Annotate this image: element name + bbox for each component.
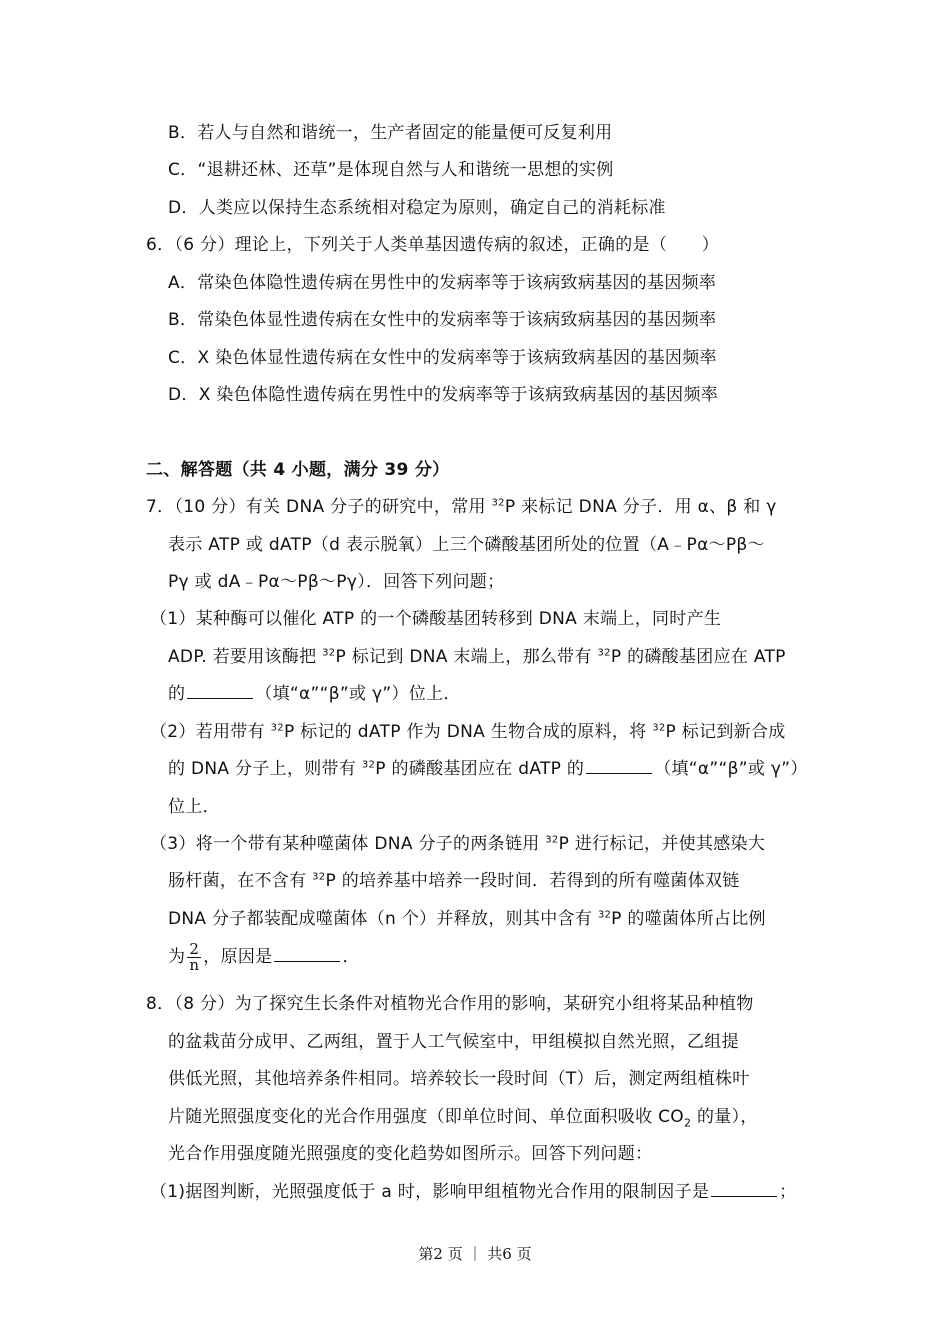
q7-part1-line-3: 的 （填“α”“β”或 γ”）位上． [168, 684, 461, 704]
q8-line-3: 供低光照，其他培养条件相同。培养较长一段时间（T）后，测定两组植株叶 [168, 1069, 750, 1089]
answer-blank [711, 1180, 777, 1197]
q8-line-4: 片随光照强度变化的光合作用强度（即单位时间、单位面积吸收 $CO_2$ 的量）， [168, 1107, 758, 1130]
answer-blank [586, 757, 652, 774]
page-footer: 第2 页 ｜ 共6 页 [418, 1245, 532, 1263]
q8-line-2: 的盆栽苗分成甲、乙两组，置于人工气候室中，甲组模拟自然光照，乙组提 [168, 1032, 739, 1052]
q5-option-b: B．若人与自然和谐统一，生产者固定的能量便可反复利用 [168, 123, 613, 143]
q6-option-d: D．X 染色体隐性遗传病在男性中的发病率等于该病致病基因的基因频率 [168, 385, 719, 405]
q7-line-3: Pγ 或 dA﹣Pα～Pβ～Pγ）．回答下列问题； [168, 572, 505, 592]
q7-part3-line-1: （3）将一个带有某种噬菌体 DNA 分子的两条链用 $^{32}$P 进行标记，并使其感染大 [150, 834, 766, 854]
q7-part3-line-4: 为 $\frac{2}{n}$ ，原因是 ． [168, 939, 360, 974]
q7-part2-line-1: （2）若用带有 $^{32}$P 标记的 dATP 作为 DNA 生物合成的原料，将 $^{32}$P 标记到新合成 [150, 722, 786, 742]
q6-option-c: C．X 染色体显性遗传病在女性中的发病率等于该病致病基因的基因频率 [168, 348, 717, 368]
answer-blank [274, 945, 340, 962]
q7-part2-line-2: 的 DNA 分子上，则带有 $^{32}$P 的磷酸基团应在 dATP 的 （填“α”“β”或 γ”） [168, 759, 808, 779]
q5-option-c: C．“退耕还林、还草”是体现自然与人和谐统一思想的实例 [168, 160, 614, 180]
q7-part1-line-2: ADP. 若要用该酶把 $^{32}$P 标记到 DNA 末端上，那么带有 $^{32}$P 的磷酸基团应在 ATP [168, 647, 786, 667]
q6-option-b: B．常染色体显性遗传病在女性中的发病率等于该病致病基因的基因频率 [168, 310, 717, 330]
q6-stem: 6．（6 分）理论上，下列关于人类单基因遗传病的叙述，正确的是（ ） [146, 235, 720, 255]
q7-part3-line-3: DNA 分子都装配成噬菌体（n 个）并释放，则其中含有 $^{32}$P 的噬菌体所占比例 [168, 909, 766, 929]
q8-line-5: 光合作用强度随光照强度的变化趋势如图所示。回答下列问题： [168, 1144, 653, 1164]
q6-option-a: A．常染色体隐性遗传病在男性中的发病率等于该病致病基因的基因频率 [168, 273, 717, 293]
q7-part1-line-1: （1）某种酶可以催化 ATP 的一个磷酸基团转移到 DNA 末端上，同时产生 [150, 609, 722, 629]
q7-line-1: 7．（10 分）有关 DNA 分子的研究中，常用 $^{32}$P 来标记 DNA 分子．用 α、β 和 γ [146, 497, 777, 517]
q7-part2-line-3: 位上． [168, 797, 220, 817]
q7-part3-line-2: 肠杆菌，在不含有 $^{32}$P 的培养基中培养一段时间．若得到的所有噬菌体双链 [168, 871, 740, 891]
fraction: $\frac{2}{n}$ [189, 939, 200, 974]
section-2-title: 二、解答题（共 4 小题，满分 39 分） [146, 460, 450, 480]
q8-part1: （1)据图判断，光照强度低于 a 时，影响甲组植物光合作用的限制因子是 ； [150, 1182, 797, 1202]
q5-option-d: D．人类应以保持生态系统相对稳定为原则，确定自己的消耗标准 [168, 198, 666, 218]
q7-line-2: 表示 ATP 或 dATP（d 表示脱氧）上三个磷酸基团所处的位置（A﹣Pα～Pβ～ [168, 535, 765, 555]
answer-blank [187, 682, 253, 699]
q8-line-1: 8．（8 分）为了探究生长条件对植物光合作用的影响，某研究小组将某品种植物 [146, 994, 754, 1014]
